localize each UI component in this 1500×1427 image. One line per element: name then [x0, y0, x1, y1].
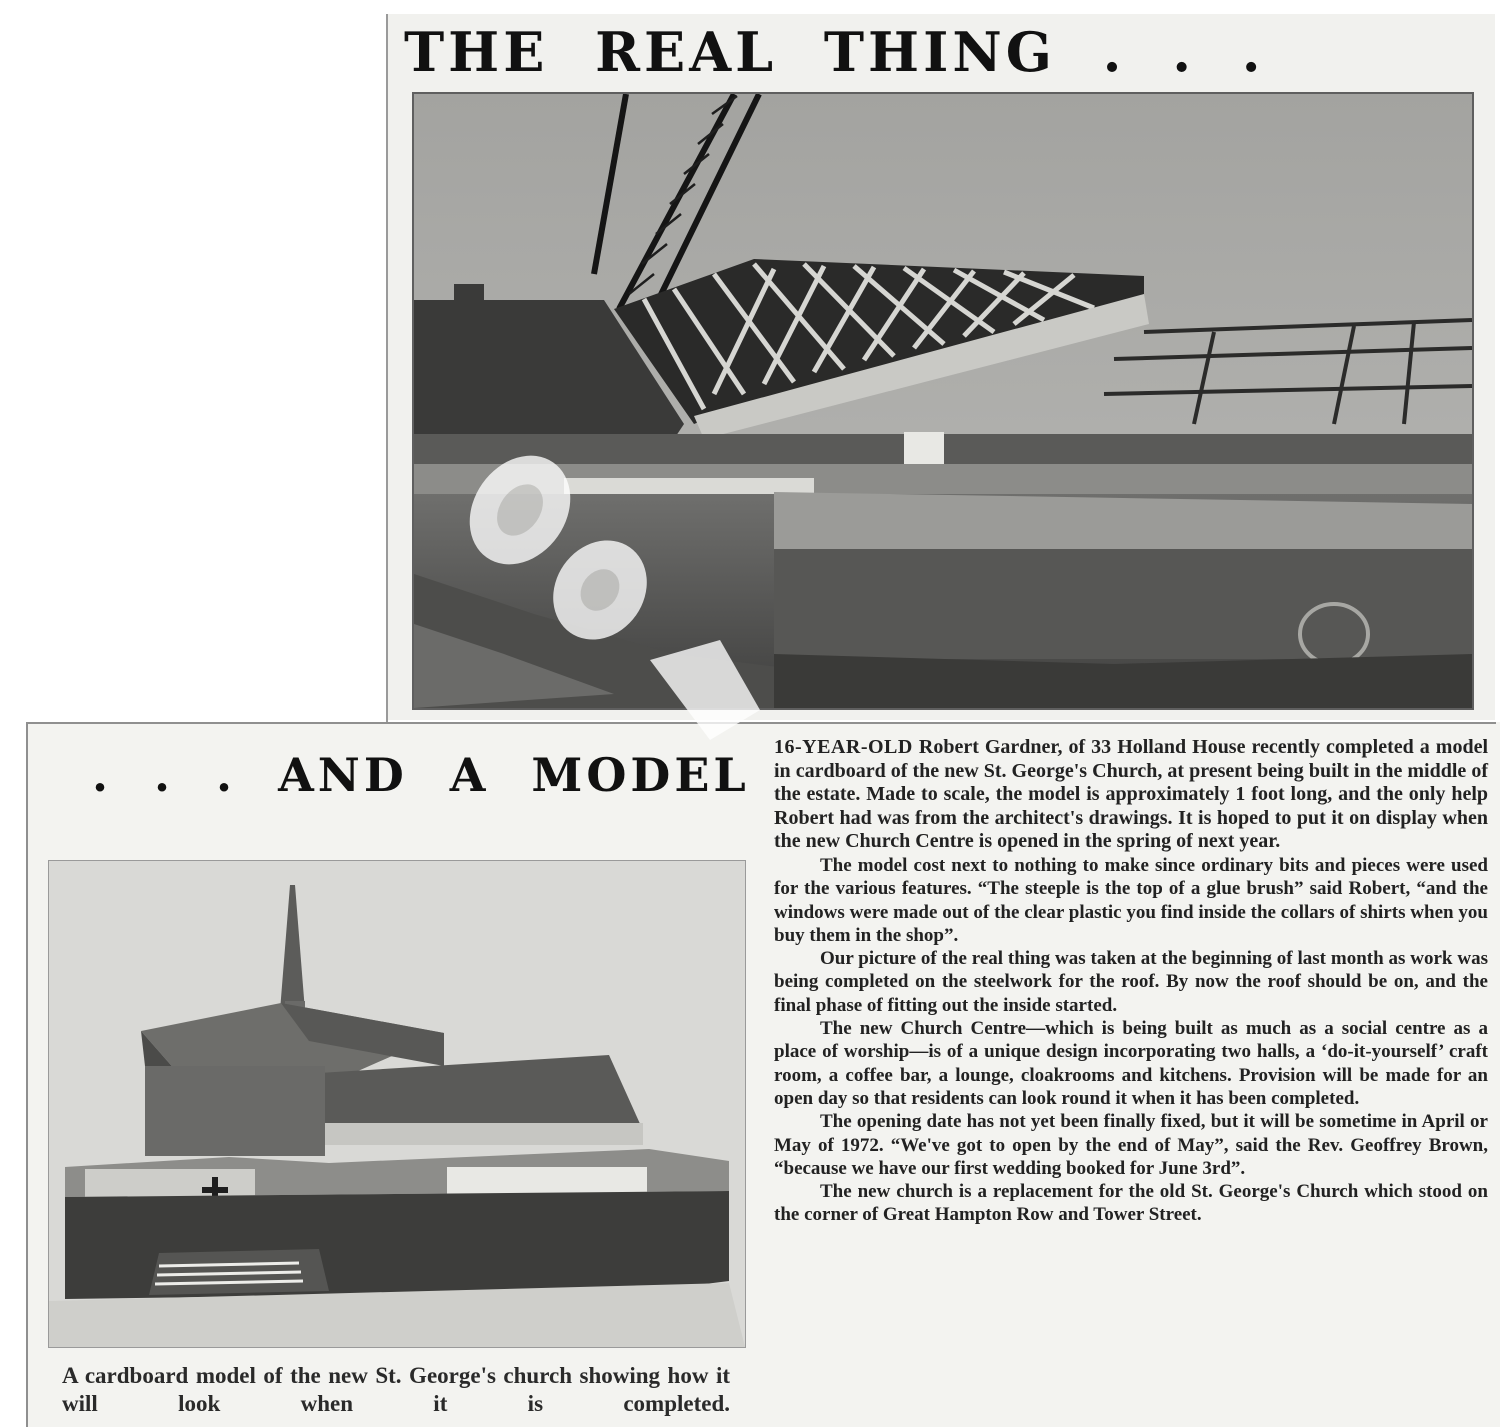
construction-photo [412, 92, 1474, 710]
construction-photo-image [414, 94, 1472, 708]
cropped-text-fragment [30, 2, 370, 18]
blank-margin [0, 0, 386, 722]
article-paragraph-3: Our picture of the real thing was taken at the beginning of last month as work was being completed on the steelwork for the roof. By now the roof should be on, and the final phase of fitting out the inside started. [774, 948, 1488, 1016]
lead-in-caps: 16-YEAR-OLD [774, 736, 913, 758]
headline-and-a-model: . . . AND A MODEL [92, 748, 750, 802]
clipping-edge-rule [386, 14, 388, 722]
clipping-edge-rule [26, 722, 28, 1427]
headline-real-thing: THE REAL THING . . . [404, 20, 1265, 84]
church-model-photo-image [49, 861, 745, 1347]
article-paragraph-6: The new church is a replacement for the old St. George's Church which stood on the corner of Great Hampton Row and Tower Street. [774, 1181, 1488, 1226]
article-paragraph-2: The model cost next to nothing to make since ordinary bits and pieces were used for the various features. “The steeple is the top of a glue brush” said Robert, “and the windows were made out of the clear plastic you find inside the collars of shirts when you buy them in the shop”. [774, 854, 1488, 946]
model-photo-caption: A cardboard model of the new St. George's church showing how it will look when it is completed. [62, 1363, 730, 1416]
article-paragraph-5: The opening date has not yet been finally fixed, but it will be sometime in April or May of 1972. “We've got to open by the end of May”, said the Rev. Geoffrey Brown, “because we have our first wedding booked for June 3rd”. [774, 1111, 1488, 1179]
lead-paragraph-text: Robert Gardner, of 33 Holland House recently completed a model in cardboard of the new St. George's Church, at present being built in the middle of the estate. Made to scale, the model is approximately 1 foot long, and the only help Robert had was from the architect's drawings. It is hoped to put it on display when the new Church Centre is opened in the spring of next year. [774, 736, 1489, 853]
article-paragraph-1 [774, 736, 1488, 854]
article-body [774, 736, 1488, 1227]
clipping-edge-rule [26, 722, 1496, 724]
article-paragraph-4: The new Church Centre—which is being built as much as a social centre as a place of worship—is of a unique design incorporating two halls, a ‘do-it-yourself’ craft room, a coffee bar, a lounge, cloakrooms and kitchens. Provision will be made for an open day so that residents can look round it when it has been completed. [774, 1018, 1488, 1109]
church-model-photo [48, 860, 746, 1348]
